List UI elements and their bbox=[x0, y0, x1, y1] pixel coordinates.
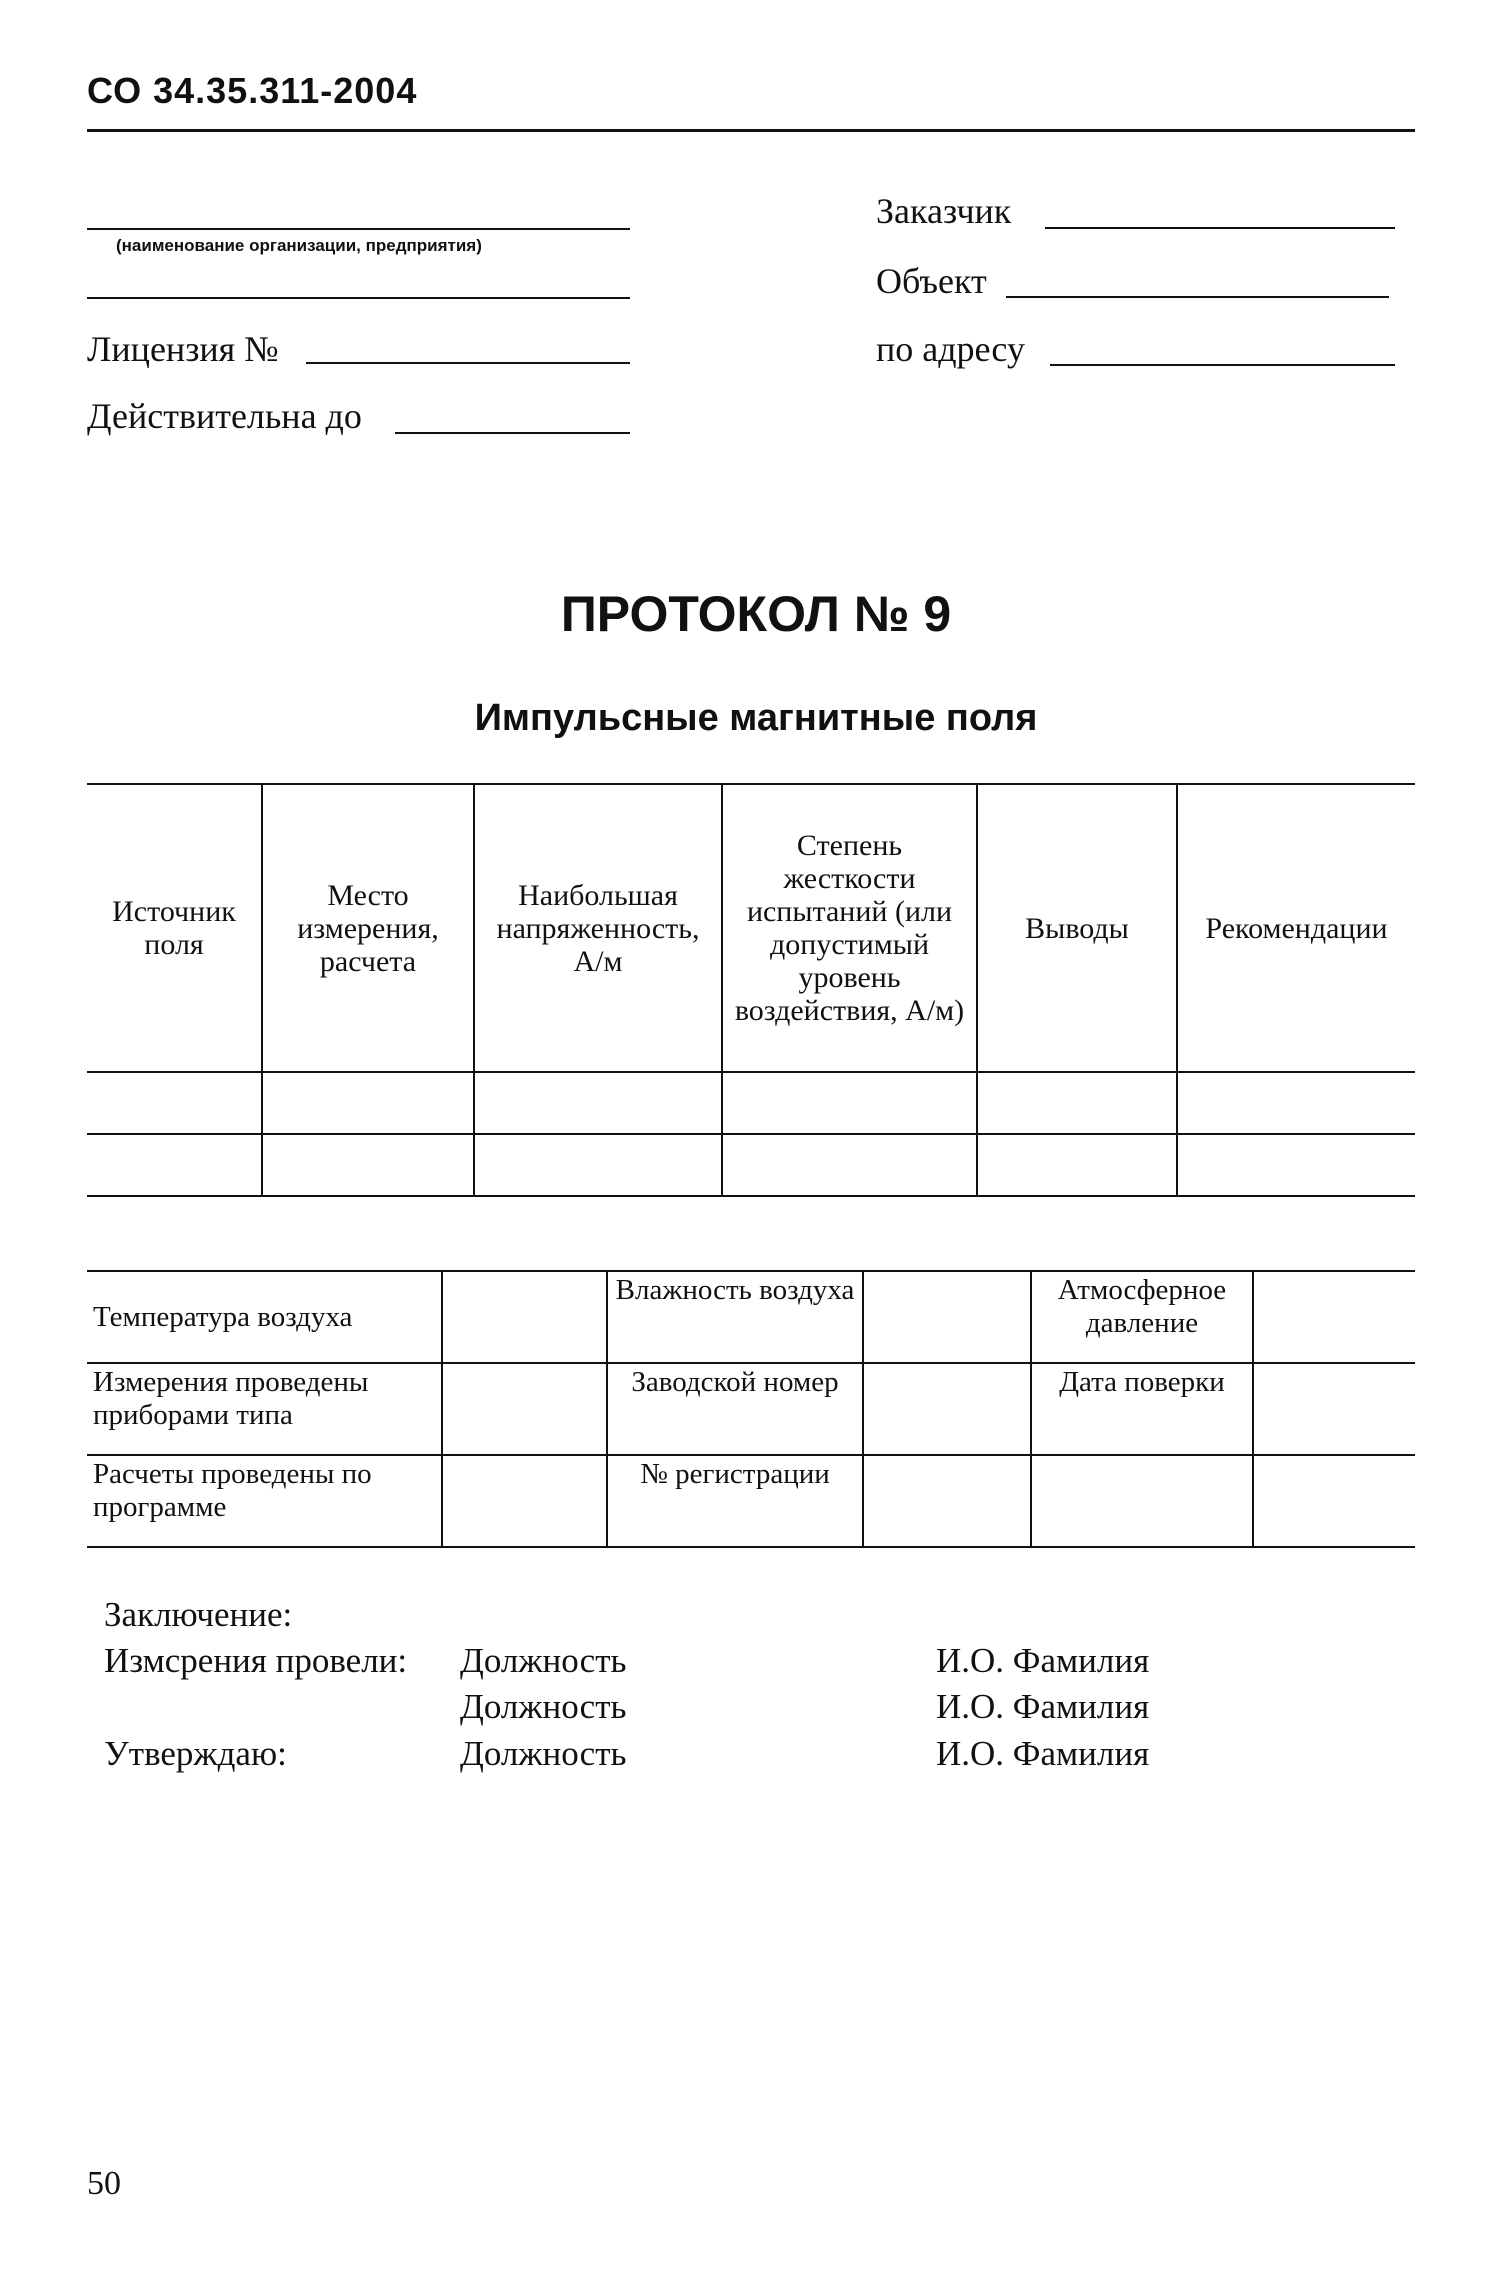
table-row bbox=[87, 1271, 1415, 1363]
serial-number-label: Заводской номер bbox=[607, 1363, 863, 1455]
table-cell[interactable] bbox=[262, 1072, 474, 1134]
organization-name-line[interactable] bbox=[87, 228, 630, 230]
air-humidity-value[interactable] bbox=[863, 1271, 1031, 1363]
valid-until-field[interactable] bbox=[395, 432, 630, 434]
measurement-table bbox=[87, 783, 1415, 1197]
object-field[interactable] bbox=[1006, 296, 1389, 298]
address-label: по адресу bbox=[876, 329, 1025, 369]
table-cell[interactable] bbox=[87, 1134, 262, 1196]
name-3: И.О. Фамилия bbox=[936, 1734, 1150, 1773]
air-temperature-value[interactable] bbox=[442, 1271, 607, 1363]
instrument-type-label: Измерения проведены приборами типа bbox=[87, 1363, 442, 1455]
customer-label: Заказчик bbox=[876, 191, 1012, 231]
approve-label: Утверждаю: bbox=[104, 1734, 287, 1773]
page-number: 50 bbox=[87, 2165, 121, 2202]
table-cell[interactable] bbox=[1031, 1455, 1253, 1547]
license-number-field[interactable] bbox=[306, 362, 630, 364]
header-max-intensity: Наибольшая напряженность, А/м bbox=[474, 784, 722, 1072]
header-field-source: Источник поля bbox=[87, 784, 262, 1072]
calculation-program-value[interactable] bbox=[442, 1455, 607, 1547]
atmospheric-pressure-value[interactable] bbox=[1253, 1271, 1415, 1363]
table-row bbox=[87, 1072, 1415, 1134]
table-row bbox=[87, 1455, 1415, 1547]
header-measurement-location: Место измерения, расчета bbox=[262, 784, 474, 1072]
table-cell[interactable] bbox=[977, 1134, 1177, 1196]
atmospheric-pressure-label: Атмосферное давление bbox=[1031, 1271, 1253, 1363]
table-header-row bbox=[87, 784, 1415, 1072]
table-cell[interactable] bbox=[977, 1072, 1177, 1134]
document-code: СО 34.35.311-2004 bbox=[87, 70, 418, 111]
header-test-severity: Степень жесткости испытаний (или допустимый уровень воздействия, А/м) bbox=[722, 784, 977, 1072]
header-rule bbox=[87, 129, 1415, 132]
position-3: Должность bbox=[460, 1734, 627, 1773]
calculation-program-label: Расчеты проведены по программе bbox=[87, 1455, 442, 1547]
table-cell[interactable] bbox=[262, 1134, 474, 1196]
table-cell[interactable] bbox=[87, 1072, 262, 1134]
air-temperature-label: Температура воздуха bbox=[87, 1271, 442, 1363]
calibration-date-value[interactable] bbox=[1253, 1363, 1415, 1455]
valid-until-label: Действительна до bbox=[87, 396, 362, 436]
instrument-type-value[interactable] bbox=[442, 1363, 607, 1455]
registration-number-value[interactable] bbox=[863, 1455, 1031, 1547]
table-row bbox=[87, 1134, 1415, 1196]
name-2: И.О. Фамилия bbox=[936, 1687, 1150, 1726]
address-field[interactable] bbox=[1050, 364, 1395, 366]
calibration-date-label: Дата поверки bbox=[1031, 1363, 1253, 1455]
conditions-table bbox=[87, 1270, 1415, 1548]
table-cell[interactable] bbox=[474, 1134, 722, 1196]
customer-field[interactable] bbox=[1045, 227, 1395, 229]
table-row bbox=[87, 1363, 1415, 1455]
serial-number-value[interactable] bbox=[863, 1363, 1031, 1455]
license-label: Лицензия № bbox=[87, 329, 279, 369]
position-2: Должность bbox=[460, 1687, 627, 1726]
table-cell[interactable] bbox=[1253, 1455, 1415, 1547]
conclusion-label: Заключение: bbox=[104, 1595, 293, 1634]
organization-name-line-2[interactable] bbox=[87, 297, 630, 299]
organization-name-caption: (наименование организации, предприятия) bbox=[116, 236, 482, 255]
header-recommendations: Рекомендации bbox=[1177, 784, 1415, 1072]
table-cell[interactable] bbox=[474, 1072, 722, 1134]
table-cell[interactable] bbox=[722, 1134, 977, 1196]
table-cell[interactable] bbox=[1177, 1072, 1415, 1134]
air-humidity-label: Влажность воздуха bbox=[607, 1271, 863, 1363]
table-cell[interactable] bbox=[722, 1072, 977, 1134]
object-label: Объект bbox=[876, 261, 987, 301]
position-1: Должность bbox=[460, 1641, 627, 1680]
table-cell[interactable] bbox=[1177, 1134, 1415, 1196]
name-1: И.О. Фамилия bbox=[936, 1641, 1150, 1680]
protocol-subtitle: Импульсные магнитные поля bbox=[474, 697, 1038, 739]
registration-number-label: № регистрации bbox=[607, 1455, 863, 1547]
protocol-title: ПРОТОКОЛ № 9 bbox=[560, 586, 952, 642]
header-conclusions: Выводы bbox=[977, 784, 1177, 1072]
measured-by-label: Измсрения провели: bbox=[104, 1641, 408, 1680]
